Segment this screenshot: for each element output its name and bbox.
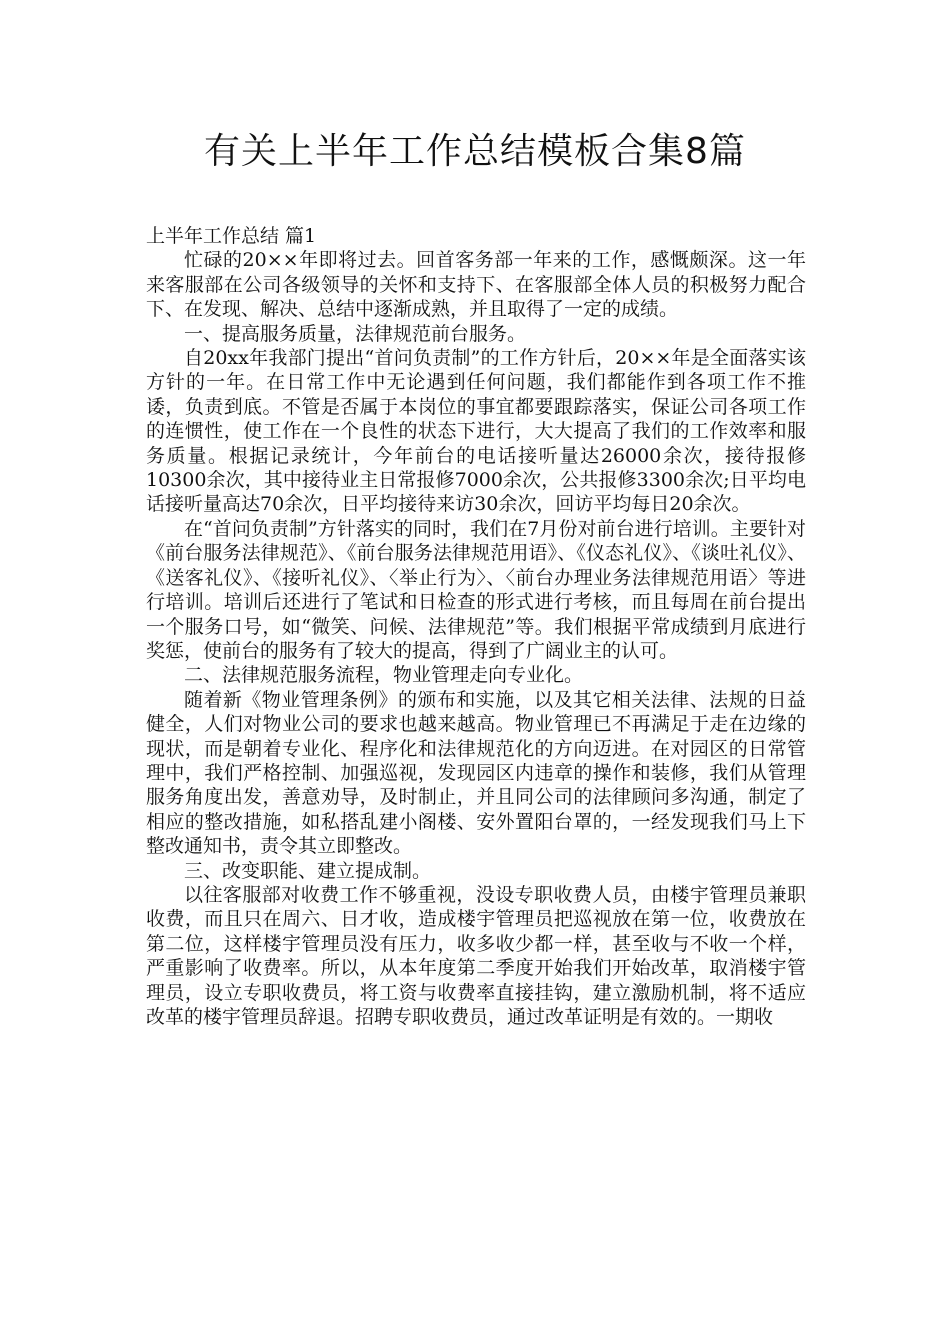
document-body	[146, 224, 806, 1029]
paragraph-section-1-body: 自20xx年我部门提出“首问负责制”的工作方针后，20××年是全面落实该方针的一年。在日常工作中无论遇到任何问题，我们都能作到各项工作不推诿，负责到底。不管是否属于本岗位的事宜都要跟踪落实，保证公司各项工作的连惯性，使工作在一个良性的状态下进行，大大提高了我们的工作效率和服务质量。根据记录统计，今年前台的电话接听量达26000余次，接待报修10300余次，其中接待业主日常报修7000余次，公共报修3300余次;日平均电话接听量高达70余次，日平均接待来访30余次，回访平均每日20余次。	[146, 347, 806, 516]
page-title: 有关上半年工作总结模板合集8篇	[204, 131, 746, 172]
heading-section-2: 二、法律规范服务流程，物业管理走向专业化。	[184, 664, 584, 687]
heading-section-1: 一、提高服务质量，法律规范前台服务。	[184, 322, 527, 345]
heading-section-3: 三、改变职能、建立提成制。	[184, 859, 432, 882]
paragraph-section-1-training: 在“首问负责制”方针落实的同时，我们在7月份对前台进行培训。主要针对《前台服务法律规范》、《前台服务法律规范用语》、《仪态礼仪》、《谈吐礼仪》、《送客礼仪》、《接听礼仪》、〈举止行为〉、〈前台办理业务法律规范用语〉等进行培训。培训后还进行了笔试和日检查的形式进行考核，而且每周在前台提出一个服务口号，如“微笑、问候、法律规范”等。我们根据平常成绩到月底进行奖惩，使前台的服务有了较大的提高，得到了广阔业主的认可。	[146, 517, 806, 662]
paragraph-intro: 忙碌的20××年即将过去。回首客务部一年来的工作，感慨颇深。这一年来客服部在公司各级领导的关怀和支持下、在客服部全体人员的积极努力配合下、在发现、解决、总结中逐渐成熟，并且取得了一定的成绩。	[146, 249, 806, 321]
paragraph-section-2-body: 随着新《物业管理条例》的颁布和实施，以及其它相关法律、法规的日益健全，人们对物业公司的要求也越来越高。物业管理已不再满足于走在边缘的现状，而是朝着专业化、程序化和法律规范化的方向迈进。在对园区的日常管理中，我们严格控制、加强巡视，发现园区内违章的操作和装修，我们从管理服务角度出发，善意劝导，及时制止，并且同公司的法律顾问多沟通，制定了相应的整改措施，如私搭乱建小阁楼、安外置阳台罩的，一经发现我们马上下整改通知书，责令其立即整改。	[146, 688, 806, 858]
paragraph-section-3-body: 以往客服部对收费工作不够重视，没设专职收费人员，由楼宇管理员兼职收费，而且只在周六、日才收，造成楼宇管理员把巡视放在第一位，收费放在第二位，这样楼宇管理员没有压力，收多收少都一样，甚至收与不收一个样，严重影响了收费率。所以，从本年度第二季度开始我们开始改革，取消楼宇管理员，设立专职收费员，将工资与收费率直接挂钩，建立激励机制，将不适应改革的楼宇管理员辞退。招聘专职收费员，通过改革证明是有效的。一期收	[146, 883, 806, 1028]
section-label: 上半年工作总结 篇1	[146, 225, 317, 247]
